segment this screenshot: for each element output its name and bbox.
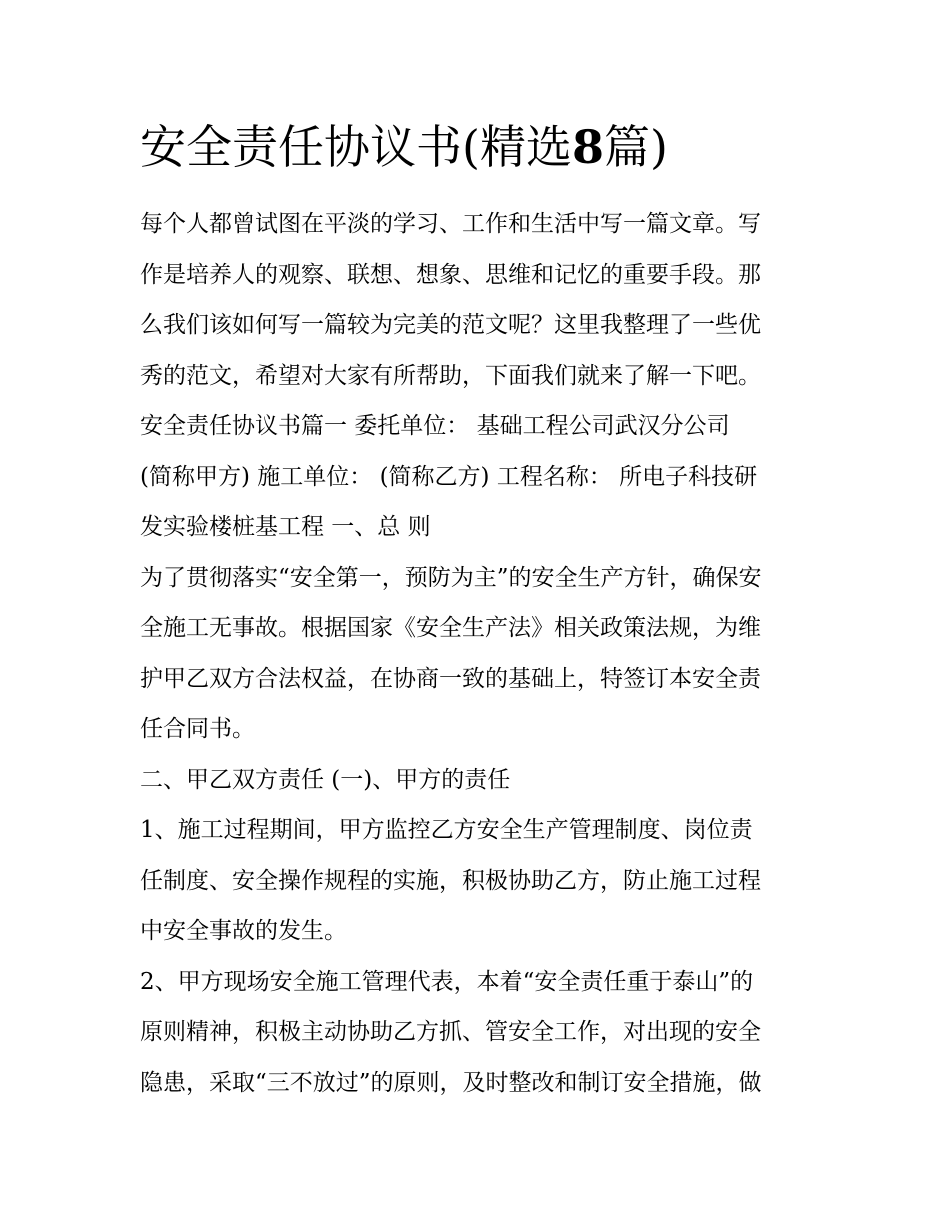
title-number: 8 bbox=[571, 120, 604, 174]
body-line: 护甲乙双方合法权益，在协商一致的基础上，特签订本安全责 bbox=[140, 665, 761, 692]
body-line: (简称甲方) 施工单位： (简称乙方) 工程名称： 所电子科技研 bbox=[140, 463, 758, 490]
document-body bbox=[140, 199, 820, 1108]
title-text: 安全责任协议书(精选 bbox=[140, 120, 572, 174]
body-line: 原则精神，积极主动协助乙方抓、管安全工作，对出现的安全 bbox=[140, 1019, 761, 1045]
body-line: 发实验楼桩基工程 一、总 则 bbox=[140, 514, 431, 540]
body-line: 二、甲乙双方责任 (一)、甲方的责任 bbox=[140, 766, 511, 793]
body-line: 全施工无事故。根据国家《安全生产法》相关政策法规，为维 bbox=[140, 615, 761, 641]
body-line: 2、甲方现场安全施工管理代表，本着“安全责任重于泰山”的 bbox=[140, 968, 754, 995]
body-line: 任合同书。 bbox=[140, 716, 255, 742]
body-line: 作是培养人的观察、联想、想象、思维和记忆的重要手段。那 bbox=[140, 261, 761, 288]
body-line: 每个人都曾试图在平淡的学习、工作和生活中写一篇文章。写 bbox=[140, 211, 761, 237]
document-title bbox=[140, 112, 668, 182]
body-line: 任制度、安全操作规程的实施，积极协助乙方，防止施工过程 bbox=[140, 867, 761, 894]
body-line: 么我们该如何写一篇较为完美的范文呢？这里我整理了一些优 bbox=[140, 312, 761, 338]
body-line: 1、施工过程期间，甲方监控乙方安全生产管理制度、岗位责 bbox=[140, 817, 753, 843]
body-line: 为了贯彻落实“安全第一，预防为主”的安全生产方针，确保安 bbox=[140, 564, 762, 591]
body-line: 安全责任协议书篇一 委托单位： 基础工程公司武汉分公司 bbox=[140, 413, 730, 439]
body-line: 隐患，采取“三不放过”的原则，及时整改和制订安全措施，做 bbox=[140, 1069, 762, 1096]
body-line: 中安全事故的发生。 bbox=[140, 918, 347, 944]
title-suffix: 篇) bbox=[603, 120, 668, 174]
body-line: 秀的范文，希望对大家有所帮助，下面我们就来了解一下吧。 bbox=[140, 362, 761, 389]
